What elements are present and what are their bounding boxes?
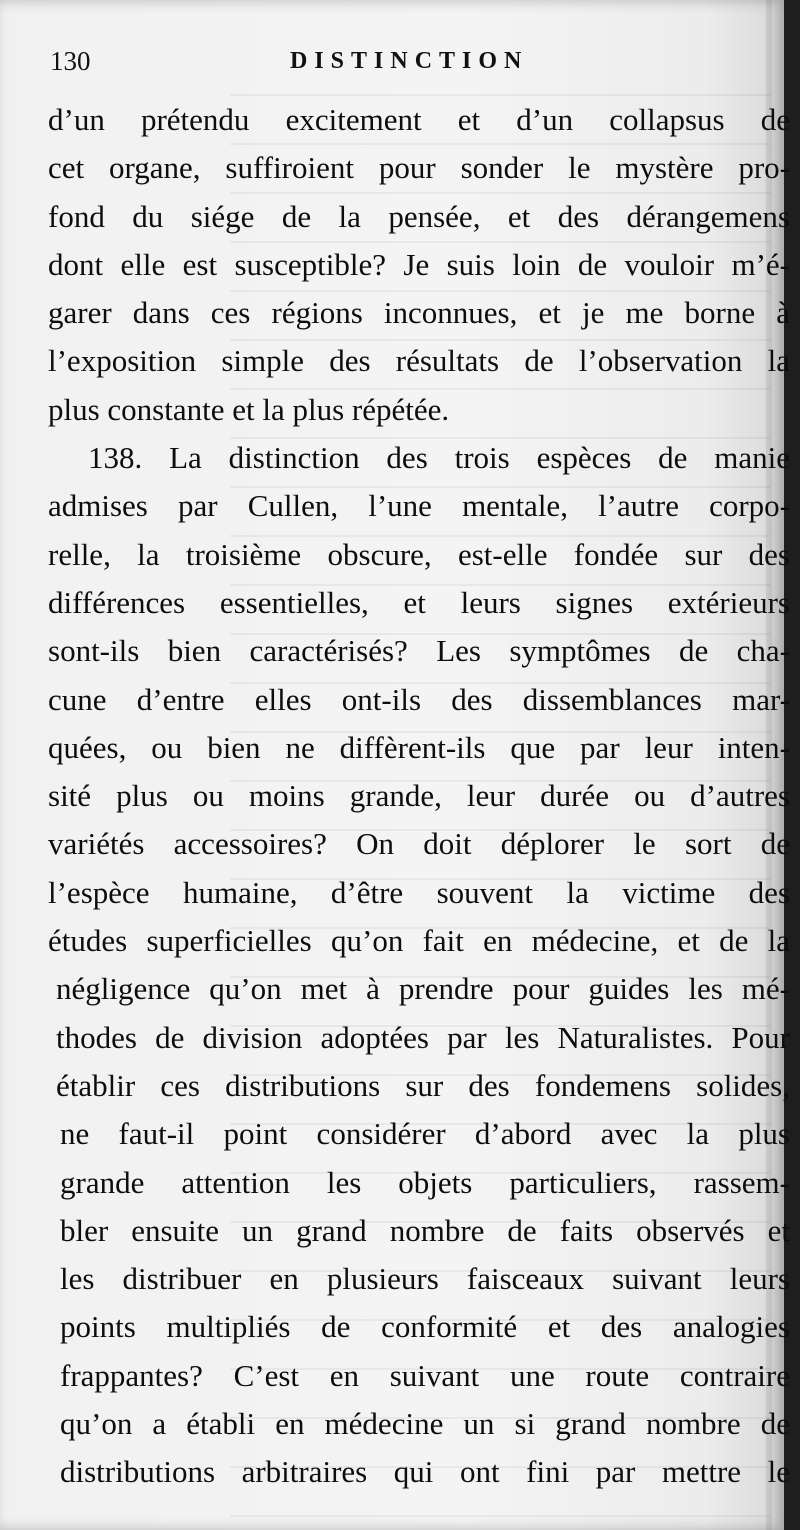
text-line: établir ces distributions sur des fondemens solides,	[56, 1067, 790, 1103]
text-line: garer dans ces régions inconnues, et je me borne à	[48, 295, 790, 331]
paragraph-end-line: plus constante et la plus répétée.	[48, 391, 450, 427]
text-line: distributions arbitraires qui ont fini par mettre le	[60, 1454, 790, 1490]
text-line: variétés accessoires? On doit déplorer le sort de	[48, 826, 790, 862]
text-line: qu’on a établi en médecine un si grand nombre de	[60, 1406, 790, 1442]
text-line: ne faut-il point considérer d’abord avec la plus	[60, 1116, 790, 1152]
text-line: cet organe, suffiroient pour sonder le mystère pro-	[48, 150, 790, 186]
text-line: l’exposition simple des résultats de l’observation la	[48, 343, 790, 379]
running-title: DISTINCTION	[290, 48, 529, 74]
text-line: frappantes? C’est en suivant une route contraire	[60, 1357, 790, 1393]
text-line: les distribuer en plusieurs faisceaux suivant leurs	[60, 1261, 790, 1297]
body-text	[48, 96, 790, 1497]
paragraph-start-line: 138. La distinction des trois espèces de manie	[88, 440, 790, 476]
text-line: thodes de division adoptées par les Naturalistes. Pour	[56, 1019, 790, 1055]
text-line: l’espèce humaine, d’être souvent la victime des	[48, 874, 790, 910]
text-line: admises par Cullen, l’une mentale, l’autre corpo-	[48, 488, 790, 524]
page-header	[50, 42, 770, 82]
text-line: dont elle est susceptible? Je suis loin de vouloir m’é-	[48, 246, 790, 282]
text-line: d’un prétendu excitement et d’un collapsus de	[48, 102, 790, 137]
text-line: points multipliés de conformité et des analogies	[60, 1309, 790, 1345]
text-line: sité plus ou moins grande, leur durée ou d’autres	[48, 778, 790, 814]
text-line: quées, ou bien ne diffèrent-ils que par leur inten-	[48, 729, 790, 765]
text-line: relle, la troisième obscure, est-elle fondée sur des	[48, 536, 790, 572]
text-line: bler ensuite un grand nombre de faits observés et	[60, 1212, 790, 1248]
text-line: études superficielles qu’on fait en médecine, et de la	[48, 923, 790, 959]
text-line: cune d’entre elles ont-ils des dissemblances mar-	[48, 681, 790, 717]
text-line: différences essentielles, et leurs signes extérieurs	[48, 584, 790, 620]
text-line: sont-ils bien caractérisés? Les symptômes de cha-	[48, 633, 790, 669]
text-line: grande attention les objets particuliers, rassem-	[60, 1164, 790, 1200]
page-number: 130	[50, 46, 91, 76]
text-line: fond du siége de la pensée, et des dérangemens	[48, 198, 790, 234]
text-line: négligence qu’on met à prendre pour guides les mé-	[56, 971, 790, 1007]
